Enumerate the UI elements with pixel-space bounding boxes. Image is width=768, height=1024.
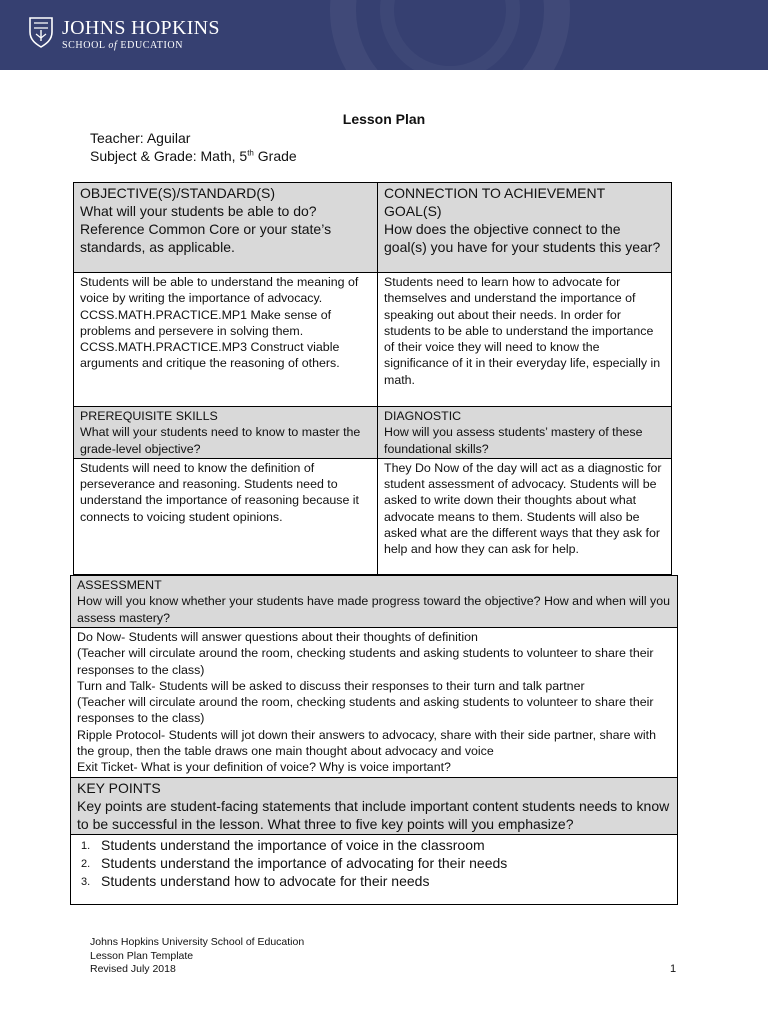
page-footer [90,936,304,977]
footer-line-revised: Revised July 2018 [90,963,176,975]
assessment-table [70,575,678,905]
jhu-logo [28,16,228,56]
diagnostic-header-cell: DIAGNOSTIC How will you assess students’ mastery of these foundational skills? [378,407,672,459]
connection-header-cell: CONNECTION TO ACHIEVEMENT GOAL(S) How does the objective connect to the goal(s) you have for your students this year? [378,183,672,273]
assessment-header-cell: ASSESSMENT How will you know whether your students have made progress toward the objective? How and when will you assess mastery? [71,576,678,628]
diagnostic-body-cell: They Do Now of the day will act as a diagnostic for student assessment of advocacy. Students will be asked to write down their thoughts about what advocate means to them. Students will also be asked what are the different ways that they ask for help and how they can ask for help. [378,458,672,574]
list-item: 1. Students understand the importance of voice in the classroom [81,836,485,853]
shield-icon [28,16,54,48]
header-banner [0,0,768,70]
objectives-table [73,182,672,575]
page-number: 1 [670,963,677,975]
logo-name: JOHNS HOPKINS [62,17,220,39]
assessment-body-cell: Do Now- Students will answer questions about their thoughts of definition (Teacher will circulate around the room, checking students and asking students to volunteer to share their responses to the class) Turn and Talk- Students will be asked to discuss their responses to their turn and talk partner (Teacher will circulate around the room, checking students and asking students to volunteer to share their responses to the class) Ripple Protocol- Students will jot down their answers to advocacy, share with their side partner, share with the group, then the table draws one main thought about advocacy and voice Exit Ticket- What is your definition of voice? Why is voice important? [71,628,678,778]
keypoints-body-cell [71,834,678,904]
university-seal-watermark-inner [380,0,520,70]
keypoints-header-cell: KEY POINTS Key points are student-facing statements that include important content students needs to know to be successful in the lesson. What three to five key points will you emphasize? [71,777,678,834]
keypoints-list [77,836,671,890]
prereq-body-cell: Students will need to know the definition of perseverance and reasoning. Students need to understand the importance of reasoning because it connects to voicing student opinions. [74,458,378,574]
footer-line-institution: Johns Hopkins University School of Education [90,936,305,948]
page-title: Lesson Plan [342,111,426,127]
logo-subtitle: SCHOOL of EDUCATION [62,40,184,51]
objective-body-cell: Students will be able to understand the meaning of voice by writing the importance of advocacy. CCSS.MATH.PRACTICE.MP1 Make sense of problems and persevere in solving them. CCSS.MATH.PRACTICE.MP3 Construct viable arguments and critique the reasoning of others. [74,273,378,407]
footer-line-template: Lesson Plan Template [90,949,194,962]
list-item: 3. Students understand how to advocate for their needs [81,872,430,889]
subject-grade-line: Subject & Grade: Math, 5th Grade [90,148,297,164]
prereq-header-cell: PREREQUISITE SKILLS What will your students need to know to master the grade-level objective? [74,407,378,459]
connection-body-cell: Students need to learn how to advocate for themselves and understand the importance of speaking out about their needs. In order for students to be able to understand the importance of their voice they will need to know the significance of it in their everyday life, especially in math. [378,273,672,407]
teacher-line: Teacher: Aguilar [90,130,191,146]
list-item: 2. Students understand the importance of advocating for their needs [81,854,508,871]
objective-header-cell: OBJECTIVE(S)/STANDARD(S) What will your students be able to do? Reference Common Core or your state’s standards, as applicable. [74,183,378,273]
